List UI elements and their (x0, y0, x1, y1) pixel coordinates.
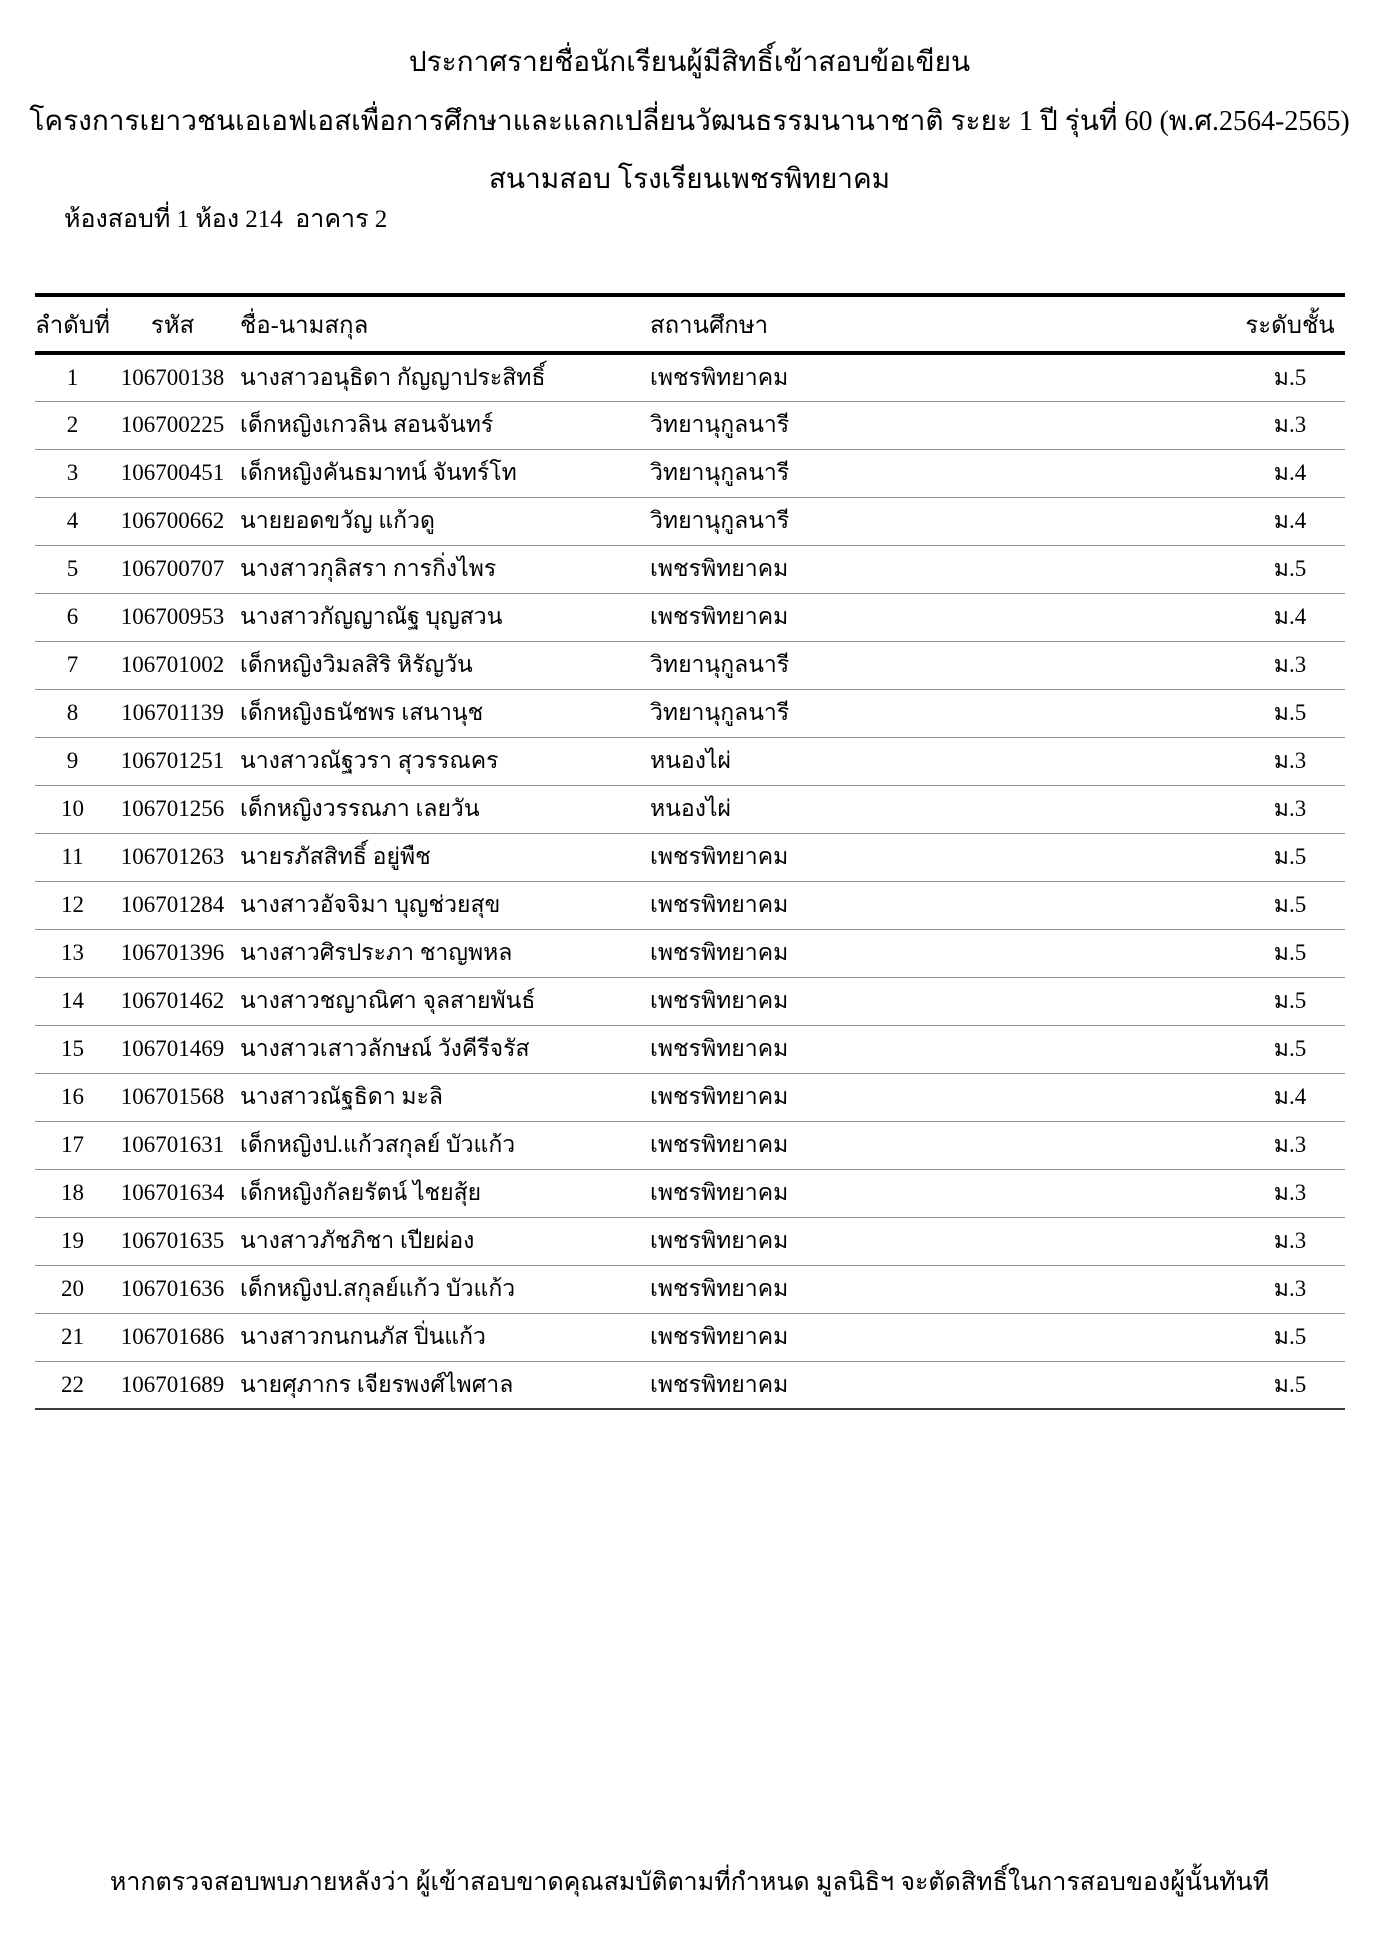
school-cell: เพชรพิทยาคม (645, 1025, 1235, 1073)
code-cell: 106701396 (110, 929, 235, 977)
announcement-title: ประกาศรายชื่อนักเรียนผู้มีสิทธิ์เข้าสอบข้อเขียน (408, 47, 971, 78)
name-cell: นางสาวอนุธิดา กัญญาประสิทธิ์ (235, 353, 645, 401)
footer-note: หากตรวจสอบพบภายหลังว่า ผู้เข้าสอบขาดคุณสมบัติตามที่กำหนด มูลนิธิฯ จะตัดสิทธิ์ในการสอบของผู้นั้นทันที (109, 1869, 1270, 1896)
school-cell: เพชรพิทยาคม (645, 881, 1235, 929)
exam-room-info: ห้องสอบที่ 1 ห้อง 214 อาคาร 2 (64, 206, 388, 233)
col-header-code: รหัส (110, 295, 235, 353)
name-cell: เด็กหญิงวรรณภา เลยวัน (235, 785, 645, 833)
row-number-cell: 4 (35, 497, 110, 545)
table-header-row (35, 295, 1345, 353)
exam-venue: สนามสอบ โรงเรียนเพชรพิทยาคม (488, 164, 891, 195)
name-cell: นางสาวภัชภิชา เปียผ่อง (235, 1217, 645, 1265)
row-number-cell: 5 (35, 545, 110, 593)
grade-cell: ม.3 (1235, 737, 1345, 785)
code-cell: 106700953 (110, 593, 235, 641)
table-row (35, 1121, 1345, 1169)
code-cell: 106701568 (110, 1073, 235, 1121)
school-cell: หนองไผ่ (645, 785, 1235, 833)
row-number-cell: 13 (35, 929, 110, 977)
row-number-cell: 19 (35, 1217, 110, 1265)
school-cell: เพชรพิทยาคม (645, 1361, 1235, 1409)
row-number-cell: 8 (35, 689, 110, 737)
row-number-cell: 11 (35, 833, 110, 881)
table-row (35, 1265, 1345, 1313)
name-cell: นางสาวกุลิสรา การกิ่งไพร (235, 545, 645, 593)
grade-cell: ม.5 (1235, 929, 1345, 977)
grade-cell: ม.3 (1235, 1169, 1345, 1217)
table-row (35, 1313, 1345, 1361)
school-cell: เพชรพิทยาคม (645, 1121, 1235, 1169)
name-cell: นางสาวกนกนภัส ปิ่นแก้ว (235, 1313, 645, 1361)
grade-cell: ม.3 (1235, 1121, 1345, 1169)
code-cell: 106701635 (110, 1217, 235, 1265)
row-number-cell: 7 (35, 641, 110, 689)
code-cell: 106701462 (110, 977, 235, 1025)
name-cell: นางสาวเสาวลักษณ์ วังคีรีจรัส (235, 1025, 645, 1073)
row-number-cell: 14 (35, 977, 110, 1025)
grade-cell: ม.5 (1235, 833, 1345, 881)
table-row (35, 641, 1345, 689)
table-row (35, 353, 1345, 401)
code-cell: 106701636 (110, 1265, 235, 1313)
row-number-cell: 6 (35, 593, 110, 641)
table-row (35, 593, 1345, 641)
name-cell: เด็กหญิงธนัชพร เสนานุช (235, 689, 645, 737)
grade-cell: ม.4 (1235, 593, 1345, 641)
table-row (35, 401, 1345, 449)
grade-cell: ม.4 (1235, 497, 1345, 545)
school-cell: วิทยานุกูลนารี (645, 497, 1235, 545)
table-row (35, 1025, 1345, 1073)
code-cell: 106701631 (110, 1121, 235, 1169)
project-title: โครงการเยาวชนเอเอฟเอสเพื่อการศึกษาและแลกเปลี่ยนวัฒนธรรมนานาชาติ ระยะ 1 ปี รุ่นที่ 60 (พ.ศ.2564-2565) (29, 106, 1350, 137)
col-header-number: ลำดับที่ (35, 295, 110, 353)
school-cell: วิทยานุกูลนารี (645, 641, 1235, 689)
table-row (35, 881, 1345, 929)
table-row (35, 1361, 1345, 1409)
school-cell: เพชรพิทยาคม (645, 929, 1235, 977)
student-table (35, 293, 1345, 1410)
name-cell: นางสาวกัญญาณัฐ บุญสวน (235, 593, 645, 641)
col-header-name: ชื่อ-นามสกุล (235, 295, 645, 353)
grade-cell: ม.5 (1235, 1313, 1345, 1361)
name-cell: นางสาวชญาณิศา จุลสายพันธ์ (235, 977, 645, 1025)
table-row (35, 1073, 1345, 1121)
row-number-cell: 17 (35, 1121, 110, 1169)
code-cell: 106701251 (110, 737, 235, 785)
table-row (35, 1169, 1345, 1217)
school-cell: วิทยานุกูลนารี (645, 401, 1235, 449)
table-row (35, 833, 1345, 881)
row-number-cell: 18 (35, 1169, 110, 1217)
row-number-cell: 10 (35, 785, 110, 833)
school-cell: เพชรพิทยาคม (645, 1073, 1235, 1121)
grade-cell: ม.5 (1235, 1025, 1345, 1073)
table-row (35, 737, 1345, 785)
grade-cell: ม.5 (1235, 881, 1345, 929)
name-cell: นายยอดขวัญ แก้วดู (235, 497, 645, 545)
table-row (35, 689, 1345, 737)
school-cell: เพชรพิทยาคม (645, 1265, 1235, 1313)
table-row (35, 497, 1345, 545)
table-row (35, 1217, 1345, 1265)
name-cell: นางสาวณัฐวรา สุวรรณคร (235, 737, 645, 785)
row-number-cell: 21 (35, 1313, 110, 1361)
grade-cell: ม.3 (1235, 401, 1345, 449)
school-cell: เพชรพิทยาคม (645, 833, 1235, 881)
school-cell: วิทยานุกูลนารี (645, 449, 1235, 497)
row-number-cell: 22 (35, 1361, 110, 1409)
school-cell: เพชรพิทยาคม (645, 977, 1235, 1025)
code-cell: 106701139 (110, 689, 235, 737)
code-cell: 106701634 (110, 1169, 235, 1217)
school-cell: เพชรพิทยาคม (645, 353, 1235, 401)
grade-cell: ม.5 (1235, 353, 1345, 401)
code-cell: 106701686 (110, 1313, 235, 1361)
row-number-cell: 3 (35, 449, 110, 497)
school-cell: หนองไผ่ (645, 737, 1235, 785)
name-cell: นางสาวศิรประภา ชาญพหล (235, 929, 645, 977)
code-cell: 106701284 (110, 881, 235, 929)
code-cell: 106701256 (110, 785, 235, 833)
code-cell: 106701263 (110, 833, 235, 881)
name-cell: นายศุภากร เจียรพงศ์ไพศาล (235, 1361, 645, 1409)
school-cell: เพชรพิทยาคม (645, 1313, 1235, 1361)
name-cell: เด็กหญิงป.สกุลย์แก้ว บัวแก้ว (235, 1265, 645, 1313)
code-cell: 106701002 (110, 641, 235, 689)
row-number-cell: 16 (35, 1073, 110, 1121)
grade-cell: ม.5 (1235, 689, 1345, 737)
grade-cell: ม.4 (1235, 449, 1345, 497)
table-row (35, 929, 1345, 977)
name-cell: นายรภัสสิทธิ์ อยู่พืช (235, 833, 645, 881)
grade-cell: ม.5 (1235, 977, 1345, 1025)
row-number-cell: 15 (35, 1025, 110, 1073)
school-cell: เพชรพิทยาคม (645, 545, 1235, 593)
grade-cell: ม.3 (1235, 785, 1345, 833)
col-header-school: สถานศึกษา (645, 295, 1235, 353)
school-cell: วิทยานุกูลนารี (645, 689, 1235, 737)
table-row (35, 545, 1345, 593)
school-cell: เพชรพิทยาคม (645, 1169, 1235, 1217)
table-row (35, 977, 1345, 1025)
grade-cell: ม.5 (1235, 1361, 1345, 1409)
table-row (35, 785, 1345, 833)
row-number-cell: 20 (35, 1265, 110, 1313)
name-cell: เด็กหญิงกัลยรัตน์ ไชยสุ้ย (235, 1169, 645, 1217)
school-cell: เพชรพิทยาคม (645, 1217, 1235, 1265)
name-cell: นางสาวณัฐธิดา มะลิ (235, 1073, 645, 1121)
table-row (35, 449, 1345, 497)
code-cell: 106700138 (110, 353, 235, 401)
name-cell: เด็กหญิงป.แก้วสกุลย์ บัวแก้ว (235, 1121, 645, 1169)
name-cell: เด็กหญิงเกวลิน สอนจันทร์ (235, 401, 645, 449)
grade-cell: ม.5 (1235, 545, 1345, 593)
code-cell: 106700225 (110, 401, 235, 449)
grade-cell: ม.4 (1235, 1073, 1345, 1121)
school-cell: เพชรพิทยาคม (645, 593, 1235, 641)
grade-cell: ม.3 (1235, 641, 1345, 689)
code-cell: 106700707 (110, 545, 235, 593)
row-number-cell: 9 (35, 737, 110, 785)
code-cell: 106701689 (110, 1361, 235, 1409)
code-cell: 106700451 (110, 449, 235, 497)
name-cell: เด็กหญิงวิมลสิริ หิรัญวัน (235, 641, 645, 689)
name-cell: นางสาวอัจจิมา บุญช่วยสุข (235, 881, 645, 929)
code-cell: 106701469 (110, 1025, 235, 1073)
row-number-cell: 12 (35, 881, 110, 929)
grade-cell: ม.3 (1235, 1265, 1345, 1313)
code-cell: 106700662 (110, 497, 235, 545)
row-number-cell: 1 (35, 353, 110, 401)
col-header-grade: ระดับชั้น (1235, 295, 1345, 353)
grade-cell: ม.3 (1235, 1217, 1345, 1265)
row-number-cell: 2 (35, 401, 110, 449)
name-cell: เด็กหญิงคันธมาทน์ จันทร์โท (235, 449, 645, 497)
student-table-body (35, 353, 1345, 1409)
